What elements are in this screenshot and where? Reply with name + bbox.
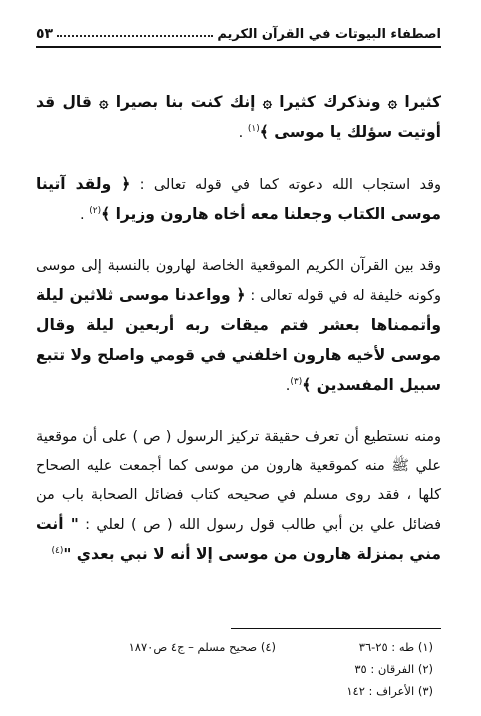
paragraph-3 xyxy=(36,252,441,401)
footnote-ref-4: (٤) xyxy=(51,546,64,557)
footnote-3: (٣) الأعراف : ١٤٢ xyxy=(346,684,433,698)
paragraph-4 xyxy=(36,423,441,570)
footnotes-left-column xyxy=(76,636,276,658)
paragraph-tail: . xyxy=(285,378,291,394)
footnote-ref-1: (١) xyxy=(247,124,260,135)
page-body xyxy=(36,88,441,592)
header-dot-leader xyxy=(57,34,213,37)
hadith-quote: " أنت مني بمنزلة هارون من موسى إلا أنه لا نبي بعدي " xyxy=(36,515,441,563)
quran-verse-text: ﴿ وواعدنا موسى ثلاثين ليلة وأتممناها بعشر فتم ميقات ربه أربعين ليلة وقال موسى لأخيه هارون اخلفني في قومي واصلح ولا تتبع سبيل المفسدين ﴾ xyxy=(36,286,441,394)
footnote-ref-2: (٢) xyxy=(89,206,102,217)
footnote-ref-3: (٣) xyxy=(290,377,303,388)
paragraph-tail: . xyxy=(238,125,248,141)
paragraph-2 xyxy=(36,170,441,230)
footnote-1: (١) طه : ٢٥-٣٦ xyxy=(358,640,433,654)
quran-verse-text: كثيرا ۞ ونذكرك كثيرا ۞ إنك كنت بنا بصيرا ۞ قال قد أوتيت سؤلك يا موسى ﴾ xyxy=(36,93,441,141)
paragraph-text: ومنه نستطيع أن تعرف حقيقة تركيز الرسول ( ص ) على أن موقعية علي ﷺ منه كموقعية هارون من موسى كما أجمعت عليه الصحاح كلها ، فقد روى مسلم في صحيحه كتاب فضائل الصحابة باب من فضائل علي بن أبي طالب قول رسول الله ( ص ) لعلي : xyxy=(36,429,442,533)
paragraph-text: وقد بين القرآن الكريم الموقعية الخاصة لهارون بالنسبة إلى موسى وكونه خليفة له في قوله تعالى : xyxy=(36,258,441,304)
paragraph-text: وقد استجاب الله دعوته كما في قوله تعالى : xyxy=(130,177,441,193)
page-header xyxy=(36,12,441,42)
quran-verse-text: ﴿ ولقد آتينا موسى الكتاب وجعلنا معه أخاه هارون وزيرا ﴾ xyxy=(36,175,441,223)
header-rule xyxy=(36,46,441,48)
footnote-2: (٢) الفرقان : ٣٥ xyxy=(354,662,433,676)
footnote-separator xyxy=(231,628,441,629)
paragraph-1 xyxy=(36,88,441,148)
footnote-4: (٤) صحيح مسلم – ج٤ ص١٨٧٠ xyxy=(128,640,276,654)
page-number: ٥٣ xyxy=(36,26,54,42)
running-title: اصطفاء البيوتات في القرآن الكريم xyxy=(217,27,441,42)
paragraph-tail: . xyxy=(80,207,90,223)
